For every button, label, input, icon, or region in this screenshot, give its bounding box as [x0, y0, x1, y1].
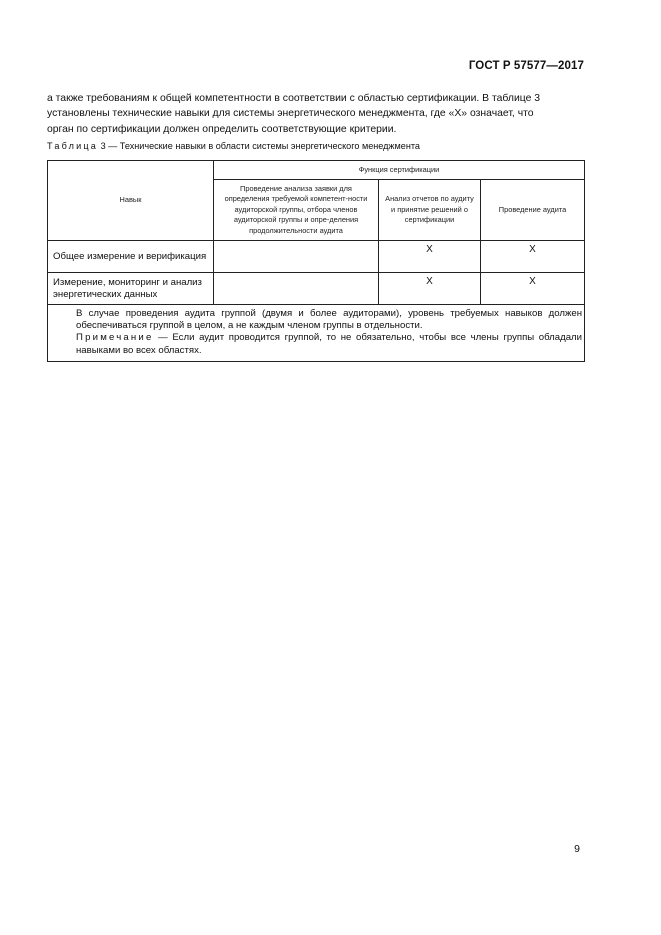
intro-line: установлены технические навыки для системы энергетического менеджмента, где «Х» означает, что [47, 108, 534, 120]
mark-cell: X [481, 273, 585, 305]
intro-paragraph [47, 91, 584, 137]
intro-line: орган по сертификации должен определить соответствующие критерии. [47, 123, 397, 135]
mark-cell: X [379, 241, 481, 273]
table-footnote [54, 332, 582, 356]
column-header-report-review: Анализ отчетов по аудиту и принятие решений о сертификации [379, 180, 481, 241]
note-text: — Если аудит проводится группой, то не обязательно, чтобы все члены группы обладали навыками во всех областях. [76, 332, 583, 356]
group-audit-note: В случае проведения аудита группой (двумя и более аудиторами), уровень требуемых навыков должен обеспечиваться группой в целом, а не каждым членом группы в отдельности. [76, 308, 583, 332]
column-header-application-review: Проведение анализа заявки для определения требуемой компетент-ности аудиторской группы, отбора членов аудиторской группы и опре-деления продолжительности аудита [214, 180, 379, 241]
note-label: Примечание [76, 332, 154, 344]
column-header-function-group: Функция сертификации [214, 161, 585, 180]
skill-cell: Общее измерение и верификация [48, 241, 214, 273]
column-header-audit: Проведение аудита [481, 180, 585, 241]
table-notes [48, 305, 585, 362]
table-row [48, 241, 585, 273]
table-caption [47, 141, 420, 151]
table-caption-text: 3 — Технические навыки в области системы энергетического менеджмента [98, 141, 420, 151]
intro-line: а также требованиям к общей компетентности в соответствии с областью сертификации. В таблице 3 [47, 93, 541, 104]
mark-cell [214, 273, 379, 305]
page-number: 9 [574, 843, 580, 855]
column-header-skill: Навык [48, 161, 214, 241]
mark-cell: X [481, 241, 585, 273]
mark-cell: X [379, 273, 481, 305]
skills-table [47, 160, 585, 362]
mark-cell [214, 241, 379, 273]
skill-cell: Измерение, мониторинг и анализ энергетических данных [48, 273, 214, 305]
table-caption-label: Таблица [47, 141, 99, 151]
standard-code: ГОСТ Р 57577—2017 [468, 60, 584, 72]
table-row [48, 273, 585, 305]
